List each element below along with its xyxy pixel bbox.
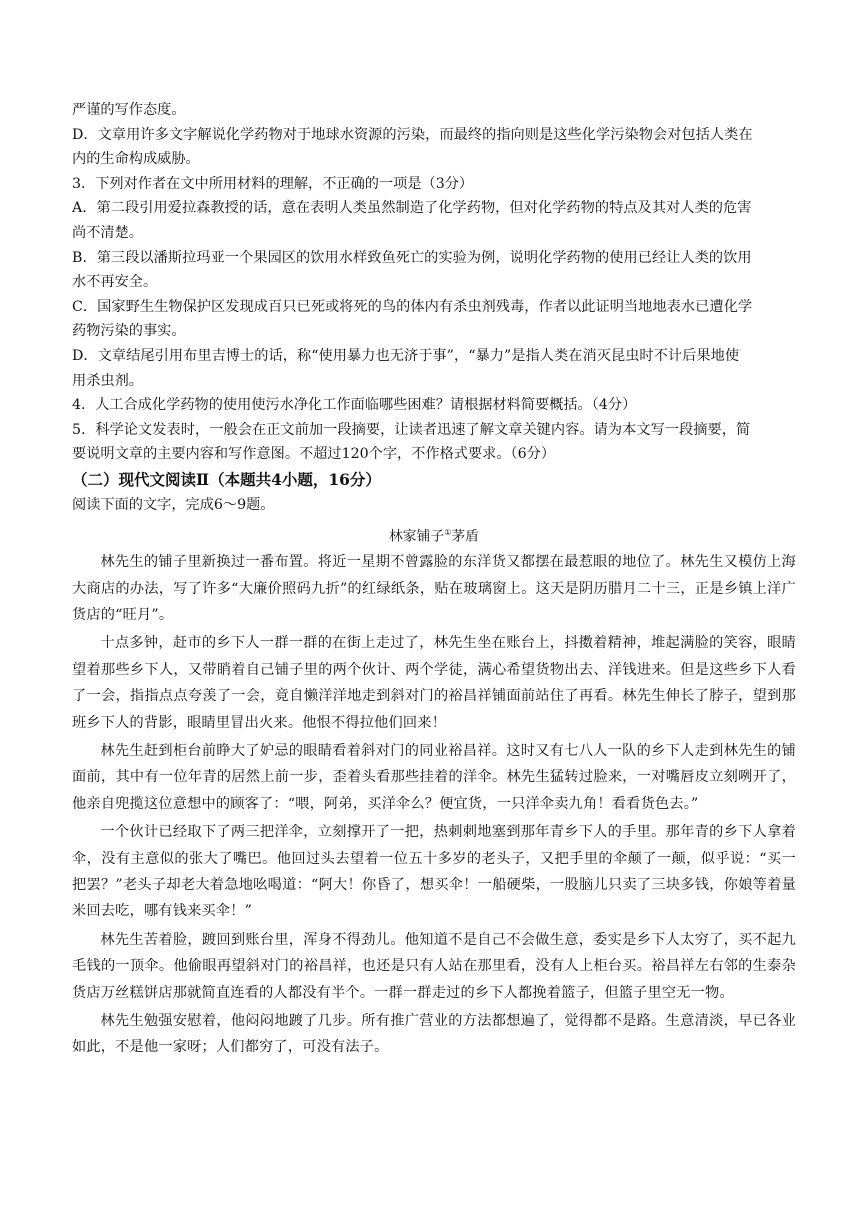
option-c-line-1: C．国家野生生物保护区发现成百只已死或将死的鸟的体内有杀虫剂残毒，作者以此证明当地地表水已遭化学 (72, 298, 753, 315)
question-3-stem: 3．下列对作者在文中所用材料的理解，不正确的一项是（3分） (72, 175, 474, 192)
passage-paragraph: 一个伙计已经取下了两三把洋伞，立刻撑开了一把，热刺刺地塞到那年青乡下人的手里。那年青的乡下人拿着伞，没有主意似的张大了嘴巴。他回过头去望着一位五十多岁的老头子，又把手里的伞颠了一颠，似乎说：“买一把罢？”老头子却老大着急地吆喝道：“阿大！你昏了，想买伞！一船硬柴，一股脑儿只卖了三块多钱，你娘等着量米回去吃，哪有钱来买伞！” (72, 824, 796, 920)
text-line: 严谨的写作态度。 (72, 102, 186, 118)
passage-author: 茅盾 (451, 528, 479, 545)
passage-body (72, 549, 796, 1061)
passage-paragraph: 林先生勉强安慰着，他闷闷地踱了几步。所有推广营业的方法都想遍了，觉得都不是路。生意清淡，早已各业如此，不是他一家呀；人们都穷了，可没有法子。 (72, 1013, 796, 1056)
question-4: 4．人工合成化学药物的使用使污水净化工作面临哪些困难？请根据材料简要概括。（4分） (72, 397, 637, 414)
option-d2-line-1: D．文章结尾引用布里吉博士的话，称“使用暴力也无济于事”，“暴力”是指人类在消灭昆虫时不计后果地使 (72, 347, 740, 364)
passage-paragraph: 十点多钟，赶市的乡下人一群一群的在街上走过了，林先生坐在账台上，抖擞着精神，堆起满脸的笑容，眼睛望着那些乡下人，又带睄着自己铺子里的两个伙计、两个学徒，满心希望货物出去、洋钱进来。但是这些乡下人看了一会，指指点点夸羡了一会，竟自懒洋洋地走到斜对门的裕昌祥铺面前站住了再看。林先生伸长了脖子，望到那班乡下人的背影，眼睛里冒出火来。他恨不得拉他们回来！ (72, 635, 796, 731)
section-instruction: 阅读下面的文字，完成6～9题。 (72, 496, 275, 513)
question-5-line-1: 5．科学论文发表时，一般会在正文前加一段摘要，让读者迅速了解文章关键内容。请为本文写一段摘要，简 (72, 421, 751, 438)
option-d-line-2: 内的生命构成威胁。 (72, 151, 200, 168)
passage-title-main: 林家铺子 (389, 528, 445, 545)
option-a-line-1: A．第二段引用爱拉森教授的话，意在表明人类虽然制造了化学药物，但对化学药物的特点及其对人类的危害 (72, 200, 752, 217)
question-5-line-2: 要说明文章的主要内容和写作意图。不超过120个字，不作格式要求。（6分） (72, 446, 556, 463)
document-page (72, 98, 796, 1061)
passage-paragraph: 林先生苦着脸，踱回到账台里，浑身不得劲儿。他知道不是自己不会做生意，委实是乡下人太穷了，买不起九毛钱的一顶伞。他偷眼再望斜对门的裕昌祥，也还是只有人站在那里看，没有人上柜台买。裕昌祥左右邻的生泰杂货店万丝糕饼店那就简直连看的人都没有半个。一群一群走过的乡下人都挽着篮子，但篮子里空无一物。 (72, 931, 796, 1001)
option-c-line-2: 药物污染的事实。 (72, 323, 186, 340)
passage-title (72, 520, 796, 550)
footnote-marker: ① (444, 527, 452, 537)
section-heading: （二）现代文阅读Ⅱ（本题共4小题，16分） (72, 469, 381, 489)
option-a-line-2: 尚不清楚。 (72, 224, 143, 241)
option-d2-line-2: 用杀虫剂。 (72, 372, 143, 389)
passage-paragraph: 林先生的铺子里新换过一番布置。将近一星期不曾露脸的东洋货又都摆在最惹眼的地位了。林先生又模仿上海大商店的办法，写了许多“大廉价照码九折”的红绿纸条，贴在玻璃窗上。这天是阴历腊月二十三，正是乡镇上洋广货店的“旺月”。 (72, 554, 796, 623)
option-b-line-2: 水不再安全。 (72, 274, 158, 291)
questions-block (72, 98, 796, 467)
option-b-line-1: B．第三段以潘斯拉玛亚一个果园区的饮用水样致鱼死亡的实验为例，说明化学药物的使用已经让人类的饮用 (72, 249, 752, 266)
option-d-line-1: D．文章用许多文字解说化学药物对于地球水资源的污染，而最终的指向则是这些化学污染物会对包括人类在 (72, 126, 753, 143)
passage-paragraph: 林先生赶到柜台前睁大了妒忌的眼睛看着斜对门的同业裕昌祥。这时又有七八人一队的乡下人走到林先生的铺面前，其中有一位年青的居然上前一步，歪着头看那些挂着的洋伞。林先生猛转过脸来，一对嘴唇皮立刻咧开了，他亲自兜揽这位意想中的顾客了：“喂，阿弟，买洋伞么？便宜货，一只洋伞卖九角！看看货色去。” (72, 742, 796, 812)
